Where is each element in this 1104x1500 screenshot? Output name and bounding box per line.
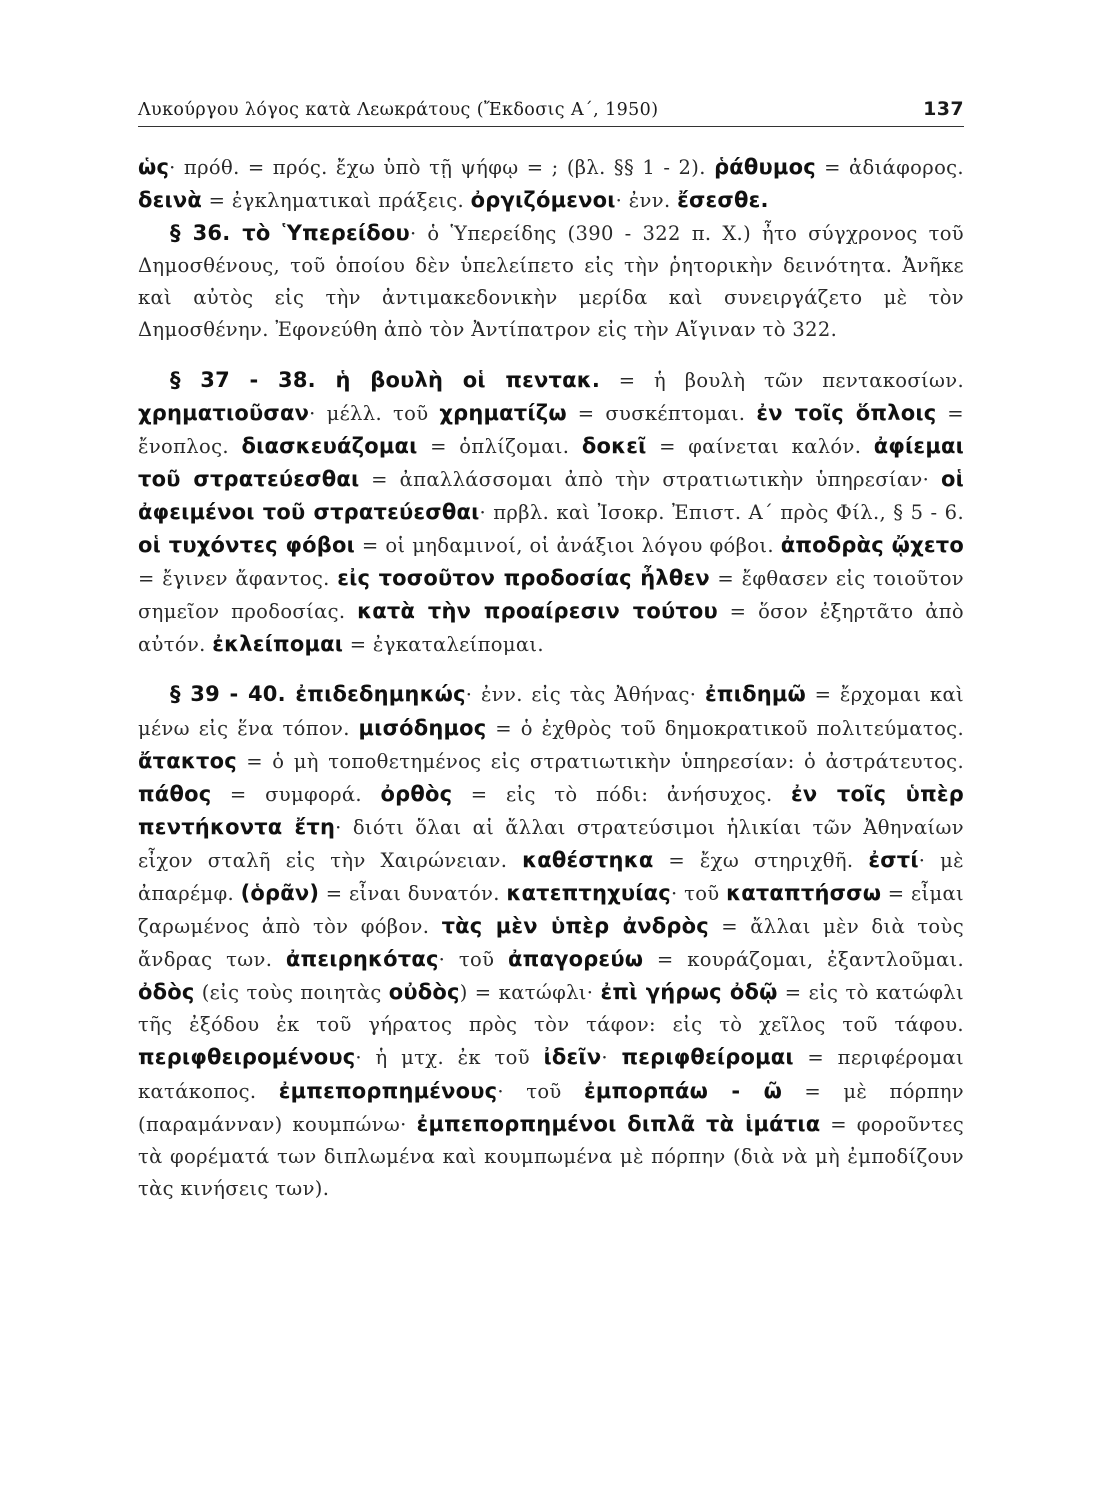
lemma: ὀδὸς — [138, 980, 195, 1005]
header-title: Λυκούργου λόγος κατὰ Λεωκράτους (Ἔκδοσις Α΄, 1950) — [138, 100, 659, 120]
gloss-text: = περιφέρομαι κατάκοπος. — [138, 1046, 964, 1103]
lemma: ἄτακτος — [138, 748, 237, 773]
gloss-text: (εἰς τοὺς ποιητὰς — [194, 981, 389, 1005]
gloss-text: = ἔρχομαι καὶ μένω εἰς ἕνα τόπον. — [138, 683, 964, 740]
gloss-text: = ἔνοπλος. — [138, 401, 964, 458]
paragraph — [138, 217, 964, 346]
lemma: χρηματίζω — [439, 400, 567, 425]
gloss-text: = οἱ μηδαμινοί, οἱ ἀνάξιοι λόγου φόβοι. — [355, 534, 781, 558]
gloss-text: = ὅσον ἐξηρτᾶτο ἀπὸ αὐτόν. — [138, 600, 965, 657]
commentary-body — [138, 151, 964, 1205]
lemma: οἱ ἀφειμένοι τοῦ στρατεύεσθαι — [138, 466, 964, 524]
lemma: εἰς τοσοῦτον προδοσίας ἦλθεν — [337, 566, 710, 591]
lemma: δοκεῖ — [581, 433, 647, 458]
lemma: § 36. τὸ Ὑπερείδου — [170, 221, 410, 246]
gloss-text: = συσκέπτομαι. — [566, 401, 757, 425]
lemma: ἔσεσθε. — [677, 188, 769, 213]
gloss-text: = συμφορά. — [211, 782, 381, 806]
gloss-text: · ὁ Ὑπερείδης (390 - 322 π. Χ.) ἦτο σύγχρονος τοῦ Δημοσθένους, τοῦ ὁποίου δὲν ὑπελείπετο εἰς τὴν ῥητορικὴν δεινότητα. Ἀνῆκε καὶ αὐτὸς εἰς τὴν ἀντιμακεδονικὴν μερίδα καὶ συνειργάζετο μὲ τὸν Δημοσθένην. Ἐφονεύθη ἀπὸ τὸν Ἀντίπατρον εἰς τὴν Αἴγιναν τὸ 322. — [138, 222, 964, 342]
lemma: διασκευάζομαι — [241, 433, 418, 458]
gloss-text: = ὁ ἐχθρὸς τοῦ δημοκρατικοῦ πολιτεύματος. — [486, 716, 964, 740]
page-number: 137 — [923, 98, 964, 120]
gloss-text: · τοῦ — [438, 948, 508, 972]
lemma: καθέστηκα — [522, 847, 654, 872]
gloss-text: · ἡ μτχ. ἐκ τοῦ — [355, 1046, 544, 1070]
gloss-text: = ἔχω στηριχθῆ. — [653, 848, 869, 872]
lemma: ῥάθυμος — [714, 155, 816, 179]
lemma: περιφθείρομαι — [621, 1045, 794, 1070]
gloss-text: = φαίνεται καλόν. — [646, 434, 874, 458]
gloss-text: = εἰς τὸ πόδι: ἀνήσυχος. — [452, 782, 792, 806]
gloss-text: = εἶμαι ζαρωμένος ἀπὸ τὸν φόβον. — [138, 881, 965, 939]
gloss-text: = εἶναι δυνατόν. — [319, 881, 507, 905]
gloss-text: = εἰς τὸ κατώφλι τῆς ἐξόδου ἐκ τοῦ γήρατος πρὸς τὸν τάφον: εἰς τὸ χεῖλος τοῦ τάφου. — [138, 981, 964, 1037]
lemma: ὀργιζόμενοι — [470, 188, 616, 213]
lemma: δεινὰ — [138, 188, 203, 213]
gloss-text: · πρόθ. = πρός. ἔχω ὑπὸ τῇ ψήφῳ = ; (βλ. §§ 1 - 2). — [169, 156, 715, 179]
gloss-text: · ἐνν. — [615, 189, 678, 213]
gloss-text: = ἡ βουλὴ τῶν πεντακοσίων. — [600, 368, 964, 392]
lemma: κατὰ τὴν προαίρεσιν τούτου — [357, 599, 718, 624]
lemma: οἱ τυχόντες φόβοι — [138, 533, 356, 558]
gloss-text: = φοροῦντες τὰ φορέματά των διπλωμένα καὶ κουμπωμένα μὲ πόρπην (διὰ νὰ μὴ ἐμποδίζουν τὰς κινήσεις των). — [138, 1112, 964, 1200]
lemma: (ὁρᾶν) — [240, 880, 320, 905]
lemma: ἐπὶ γήρως ὀδῷ — [600, 980, 778, 1005]
lemma: ὀρθὸς — [380, 781, 453, 806]
lemma: ἐστί — [868, 847, 919, 872]
paragraph — [138, 364, 964, 662]
gloss-text: · ἐνν. εἰς τὰς Ἀθήνας· — [465, 683, 705, 707]
lemma: § 39 - 40. ἐπιδεδημηκώς — [170, 682, 466, 707]
gloss-text: · — [601, 1046, 622, 1070]
gloss-text: = ἐγκαταλείπομαι. — [343, 633, 544, 657]
lemma: ἐκλείπομαι — [212, 632, 344, 657]
gloss-text: = κουράζομαι, ἐξαντλοῦμαι. — [643, 948, 965, 972]
gloss-text: = ἐγκληματικαὶ πράξεις. — [202, 189, 471, 213]
lemma: πάθος — [138, 781, 212, 806]
paragraph — [138, 678, 964, 1205]
lemma: ἐμπεπορπημένους — [278, 1078, 498, 1103]
lemma: ἐν τοῖς ὑπὲρ πεντήκοντα ἔτη — [138, 781, 964, 839]
lemma: κατεπτηχυίας — [506, 880, 671, 905]
gloss-text: = ἔγινεν ἄφαντος. — [138, 567, 338, 591]
gloss-text: · πρβλ. καὶ Ἰσοκρ. Ἐπιστ. Α΄ πρὸς Φίλ., § 5 - 6. — [479, 500, 964, 524]
gloss-text: = ἀδιάφορος. — [815, 156, 964, 179]
gloss-text: · μέλλ. τοῦ — [309, 401, 440, 425]
lemma: μισόδημος — [358, 715, 487, 740]
gloss-text: = ὁπλίζομαι. — [417, 434, 582, 458]
lemma: ἀποδρὰς ᾤχετο — [780, 533, 965, 558]
book-page — [138, 98, 964, 1205]
gloss-text: = ὁ μὴ τοποθετημένος εἰς στρατιωτικὴν ὑπηρεσίαν: ὁ ἀστράτευτος. — [236, 749, 964, 773]
lemma: περιφθειρομένους — [138, 1045, 356, 1070]
gloss-text: ) = κατώφλι· — [459, 981, 601, 1005]
running-header — [138, 98, 964, 127]
gloss-text: · τοῦ — [497, 1079, 584, 1103]
lemma: ἰδεῖν — [543, 1045, 602, 1070]
lemma: ἀπειρηκότας — [285, 947, 439, 972]
lemma: καταπτήσσω — [726, 880, 882, 905]
lemma: οὐδὸς — [388, 980, 460, 1005]
gloss-text: · διότι ὅλαι αἱ ἄλλαι στρατεύσιμοι ἡλικίαι τῶν Ἀθηναίων εἶχον σταλῆ εἰς τὴν Χαιρώνειαν. — [138, 815, 964, 872]
lemma: ἐν τοῖς ὅπλοις — [756, 400, 937, 425]
gloss-text: = ἔφθασεν εἰς τοιοῦτον σημεῖον προδοσίας. — [138, 567, 964, 624]
gloss-text: = μὲ πόρπην (παραμάνναν) κουμπώνω· — [138, 1079, 965, 1136]
paragraph — [138, 151, 964, 217]
gloss-text: · μὲ ἀπαρέμφ. — [138, 848, 964, 905]
lemma: ἐπιδημῶ — [704, 682, 806, 707]
lemma: χρηματιοῦσαν — [138, 400, 310, 425]
lemma: ἐμπορπάω - ῶ — [583, 1078, 783, 1103]
lemma: ἀπαγορεύω — [508, 947, 644, 972]
gloss-text: · τοῦ — [670, 881, 727, 905]
lemma: § 37 - 38. ἡ βουλὴ οἱ πεντακ. — [170, 367, 601, 392]
lemma: ὡς — [138, 155, 170, 179]
gloss-text: = ἄλλαι μὲν διὰ τοὺς ἄνδρας των. — [138, 915, 964, 972]
lemma: ἀφίεμαι τοῦ στρατεύεσθαι — [138, 433, 964, 491]
lemma: τὰς μὲν ὑπὲρ ἀνδρὸς — [441, 914, 709, 939]
gloss-text: = ἀπαλλάσσομαι ἀπὸ τὴν στρατιωτικὴν ὑπηρεσίαν· — [359, 467, 941, 491]
lemma: ἐμπεπορπημένοι διπλᾶ τὰ ἱμάτια — [416, 1111, 821, 1136]
